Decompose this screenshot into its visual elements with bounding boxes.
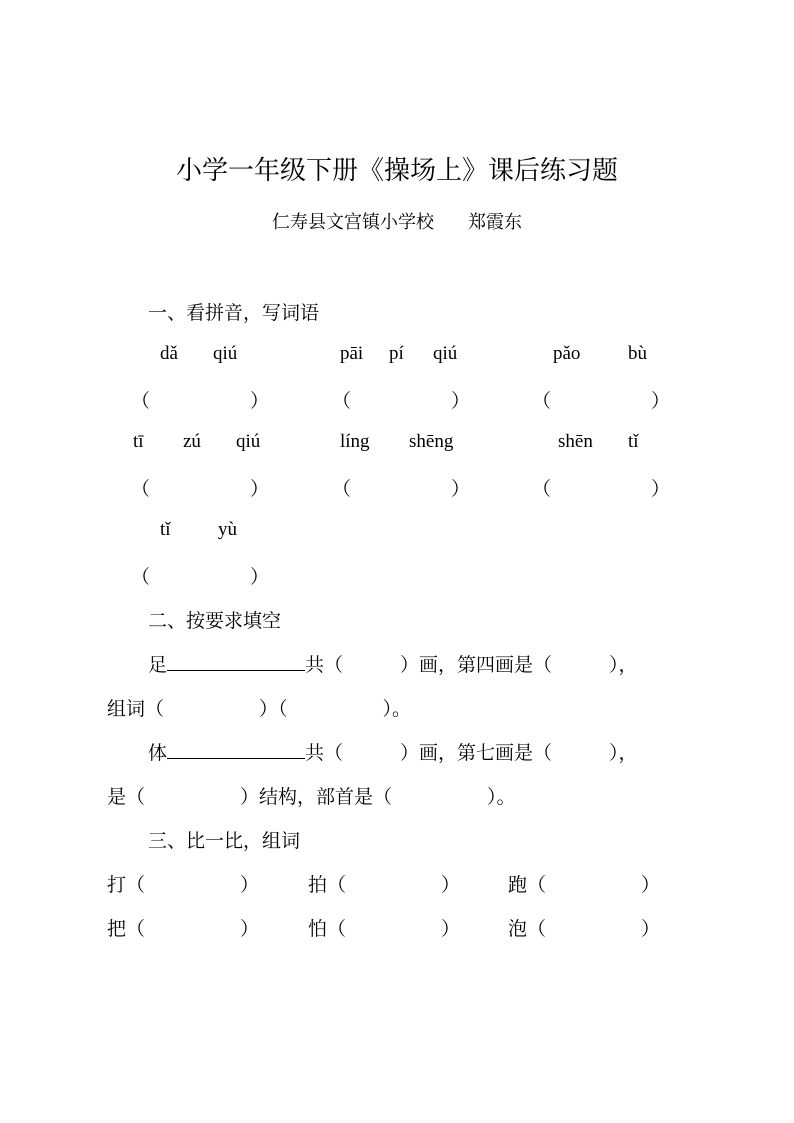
pinyin-syllable: qiú [236, 431, 261, 452]
fill-line-char1 [148, 650, 638, 677]
open-paren: （ [532, 390, 552, 412]
close-paren: ） [250, 390, 270, 412]
author-line [0, 208, 794, 234]
close-paren: ） [651, 478, 671, 500]
fill-line-char2-structure: 是（ ）结构，部首是（ ）。 [107, 786, 516, 808]
pinyin-syllable: yù [218, 519, 237, 540]
char1-questions: 共（ ）画，第四画是（ ）， [305, 654, 638, 676]
pinyin-syllable: dǎ [160, 343, 178, 364]
pinyin-syllable: bù [628, 343, 647, 364]
author-name: 郑霞东 [468, 212, 522, 233]
close-paren: ） [250, 566, 270, 588]
pinyin-syllable: shēn [558, 431, 593, 452]
pinyin-syllable: pǎo [553, 343, 581, 364]
compare-item: 怕（ ） [308, 918, 461, 940]
open-paren: （ [131, 390, 151, 412]
answer-blank[interactable] [167, 654, 305, 671]
compare-item: 跑（ ） [508, 874, 661, 896]
close-paren: ） [250, 478, 270, 500]
page-title: 小学一年级下册《操场上》课后练习题 [175, 156, 618, 186]
pinyin-syllable: pí [389, 343, 404, 364]
fill-line-char1-words: 组词（ ）（ ）。 [107, 698, 412, 720]
pinyin-syllable: shēng [409, 431, 454, 452]
close-paren: ） [651, 390, 671, 412]
pinyin-syllable: tī [133, 431, 144, 452]
compare-item: 把（ ） [107, 918, 260, 940]
pinyin-syllable: líng [340, 431, 370, 452]
section-2-heading: 二、按要求填空 [148, 610, 282, 632]
pinyin-syllable: qiú [213, 343, 238, 364]
pinyin-syllable: pāi [340, 343, 364, 364]
char-ti: 体 [148, 742, 168, 764]
char2-questions: 共（ ）画，第七画是（ ）， [305, 742, 638, 764]
open-paren: （ [131, 566, 151, 588]
open-paren: （ [532, 478, 552, 500]
pinyin-syllable: tǐ [628, 431, 639, 452]
compare-item: 泡（ ） [508, 918, 661, 940]
char-zu: 足 [148, 654, 168, 676]
open-paren: （ [131, 478, 151, 500]
compare-item: 拍（ ） [308, 874, 461, 896]
pinyin-syllable: tǐ [160, 519, 171, 540]
open-paren: （ [332, 478, 352, 500]
section-3-heading: 三、比一比，组词 [148, 830, 301, 852]
section-1-heading: 一、看拼音，写词语 [148, 302, 320, 324]
pinyin-syllable: qiú [433, 343, 458, 364]
pinyin-syllable: zú [183, 431, 201, 452]
close-paren: ） [451, 390, 471, 412]
open-paren: （ [332, 390, 352, 412]
close-paren: ） [451, 478, 471, 500]
answer-blank[interactable] [167, 742, 305, 759]
compare-item: 打（ ） [107, 874, 260, 896]
school-name: 仁寿县文宫镇小学校 [272, 212, 434, 233]
fill-line-char2 [148, 738, 638, 765]
